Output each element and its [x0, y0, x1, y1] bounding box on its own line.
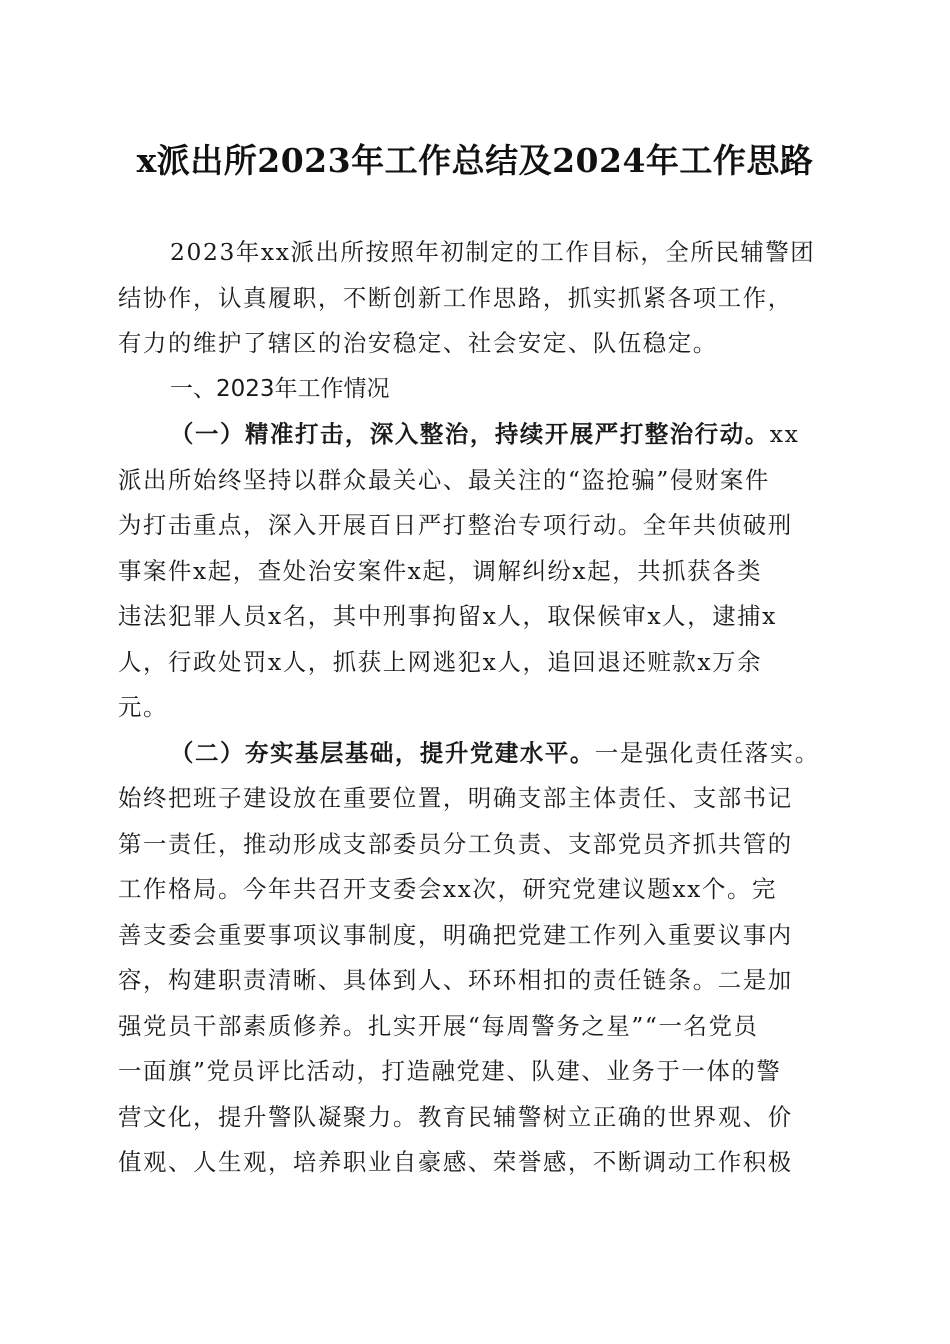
paragraph-line: 值观、人生观，培养职业自豪感、荣誉感，不断调动工作积极 — [118, 1148, 793, 1176]
paragraph-text: xx — [769, 420, 800, 448]
paragraph-line: 强党员干部素质修养。扎实开展“每周警务之星”“一名党员 — [118, 1011, 759, 1040]
paragraph-line: 事案件x起，查处治安案件x起，调解纠纷x起，共抓获各类 — [118, 556, 763, 585]
paragraph-line: 营文化，提升警队凝聚力。教育民辅警树立正确的世界观、价 — [118, 1102, 793, 1131]
paragraph-text: 一是强化责任落实。 — [594, 738, 820, 767]
paragraph-line: 元。 — [118, 693, 168, 721]
intro-line: 结协作，认真履职，不断创新工作思路，抓实抓紧各项工作， — [118, 283, 793, 312]
paragraph-line: 派出所始终坚持以群众最关心、最关注的“盗抢骗”侵财案件 — [118, 465, 770, 494]
paragraph-line: 违法犯罪人员x名，其中刑事拘留x人，取保候审x人，逮捕x — [118, 602, 777, 630]
paragraph-line: 一面旗”党员评比活动，打造融党建、队建、业务于一体的警 — [118, 1057, 782, 1085]
document-title: x派出所2023年工作总结及2024年工作思路 — [136, 141, 814, 180]
paragraph-lead: （二）夯实基层基础，提升党建水平。 — [170, 738, 595, 767]
paragraph-line: 第一责任，推动形成支部委员分工负责、支部党员齐抓共管的 — [118, 829, 793, 858]
document-body — [118, 230, 834, 1186]
paragraph-line: 为打击重点，深入开展百日严打整治专项行动。全年共侦破刑 — [118, 511, 793, 539]
paragraph-line: 工作格局。今年共召开支委会xx次，研究党建议题xx个。完 — [118, 875, 777, 903]
paragraph-line: 容，构建职责清晰、具体到人、环环相扣的责任链条。二是加 — [118, 966, 793, 994]
paragraph-lead: （一）精准打击，深入整治，持续开展严打整治行动。 — [170, 420, 770, 448]
paragraph-line: 善支委会重要事项议事制度，明确把党建工作列入重要议事内 — [118, 920, 793, 949]
paragraph-line: 人，行政处罚x人，抓获上网逃犯x人，追回退还赃款x万余 — [118, 647, 763, 676]
intro-line: 有力的维护了辖区的治安稳定、社会安定、队伍稳定。 — [118, 329, 718, 357]
paragraph-first-line — [118, 731, 834, 777]
section-heading: 一、2023年工作情况 — [170, 375, 390, 402]
paragraph-line: 始终把班子建设放在重要位置，明确支部主体责任、支部书记 — [118, 784, 793, 812]
intro-line: 2023年xx派出所按照年初制定的工作目标，全所民辅警团 — [170, 238, 816, 266]
paragraph-first-line — [118, 412, 834, 458]
